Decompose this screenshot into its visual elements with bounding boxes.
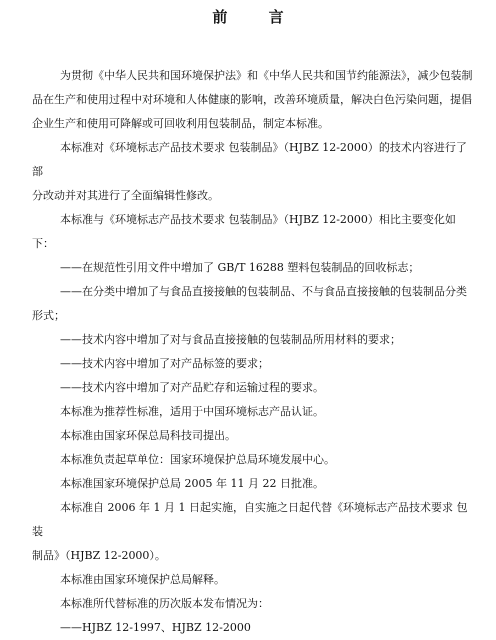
paragraph-0: 为贯彻《中华人民共和国环境保护法》和《中华人民共和国节约能源法》，减少包装制 <box>60 69 473 82</box>
paragraph-13: 本标准由国家环境保护总局解释。 <box>60 573 225 586</box>
paragraph-7: ——技术内容中增加了对产品贮存和运输过程的要求。 <box>60 381 324 394</box>
paragraph-9: 本标准由国家环保总局科技司提出。 <box>60 429 236 442</box>
paragraph-0-line-2: 企业生产和使用可降解或可回收利用包装制品，制定本标准。 <box>32 117 329 130</box>
paragraph-1-line-1: 分改动并对其进行了全面编辑性修改。 <box>32 189 219 202</box>
paragraph-3: ——在规范性引用文件中增加了 GB/T 16288 塑料包装制品的回收标志； <box>60 261 420 274</box>
paragraph-15: ——HJBZ 12-1997、HJBZ 12-2000 <box>60 621 251 634</box>
paragraph-4: ——在分类中增加了与食品直接接触的包装制品、不与食品直接接触的包装制品分类 <box>60 285 467 298</box>
paragraph-6: ——技术内容中增加了对产品标签的要求； <box>60 357 269 370</box>
document-body <box>0 64 496 640</box>
paragraph-11: 本标准国家环境保护总局 2005 年 11 月 22 日批准。 <box>60 477 324 490</box>
paragraph-12-line-1: 制品》（HJBZ 12-2000）。 <box>32 549 166 562</box>
paragraph-4-line-1: 形式； <box>32 309 65 322</box>
paragraph-0-line-1: 品在生产和使用过程中对环境和人体健康的影响，改善环境质量，解决白色污染问题，提倡 <box>32 93 472 106</box>
page-title: 前 言 <box>212 8 302 26</box>
paragraph-10: 本标准负责起草单位：国家环境保护总局环境发展中心。 <box>60 453 335 466</box>
paragraph-1: 本标准对《环境标志产品技术要求 包装制品》（HJBZ 12-2000）的技术内容进行了部 <box>32 141 467 178</box>
paragraph-14: 本标准所代替标准的历次版本发布情况为： <box>60 597 269 610</box>
paragraph-8: 本标准为推荐性标准，适用于中国环境标志产品认证。 <box>60 405 324 418</box>
paragraph-12: 本标准自 2006 年 1 月 1 日起实施，自实施之日起代替《环境标志产品技术要求 包装 <box>32 501 468 538</box>
paragraph-5: ——技术内容中增加了对与食品直接接触的包装制品所用材料的要求； <box>60 333 401 346</box>
paragraph-2: 本标准与《环境标志产品技术要求 包装制品》（HJBZ 12-2000）相比主要变化如下： <box>32 213 456 250</box>
